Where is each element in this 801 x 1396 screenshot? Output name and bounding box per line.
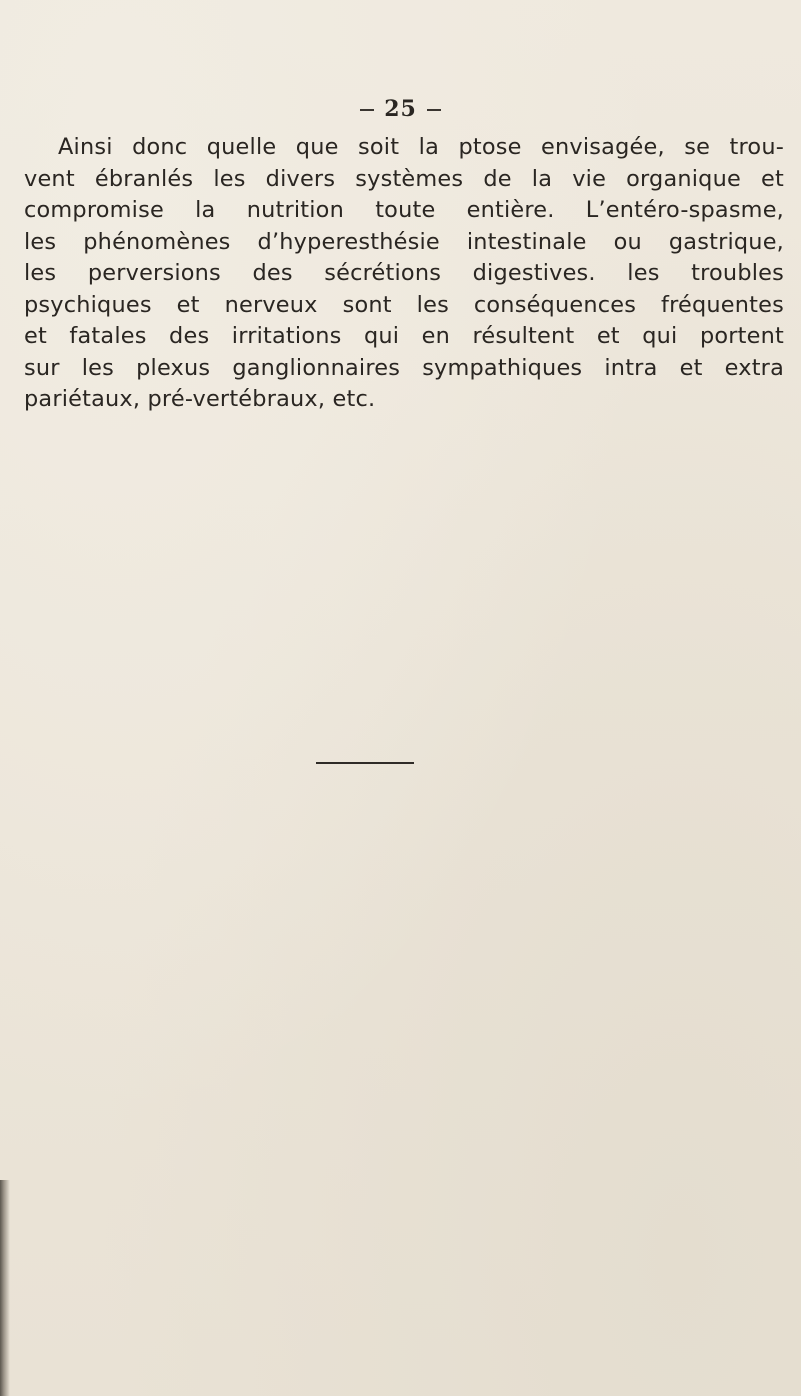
page-number-value: 25 [384, 96, 417, 122]
paragraph-line: vent ébranlés les divers systèmes de la vie organique et [24, 165, 784, 192]
dash-left [360, 109, 374, 111]
dash-right [427, 109, 441, 111]
paragraph-line: Ainsi donc quelle que soit la ptose envisagée, se trou- [58, 134, 784, 160]
paragraph-line: compromise la nutrition toute entière. L’entéro-spasme, [24, 197, 784, 223]
paragraph-line: et fatales des irritations qui en résultent et qui portent [24, 323, 784, 349]
paragraph [24, 132, 784, 416]
page-number [0, 96, 801, 122]
paragraph-line: les phénomènes d’hyperesthésie intestinale ou gastrique, [24, 228, 784, 255]
paragraph-line: les perversions des sécrétions digestives. les troubles [24, 260, 784, 286]
paragraph-line: psychiques et nerveux sont les conséquences fréquentes [24, 291, 784, 318]
paragraph-line: pariétaux, pré-vertébraux, etc. [24, 386, 376, 412]
section-end-rule [316, 762, 414, 764]
paragraph-line: sur les plexus ganglionnaires sympathiques intra et extra [24, 354, 784, 381]
binding-shadow [0, 1180, 10, 1396]
